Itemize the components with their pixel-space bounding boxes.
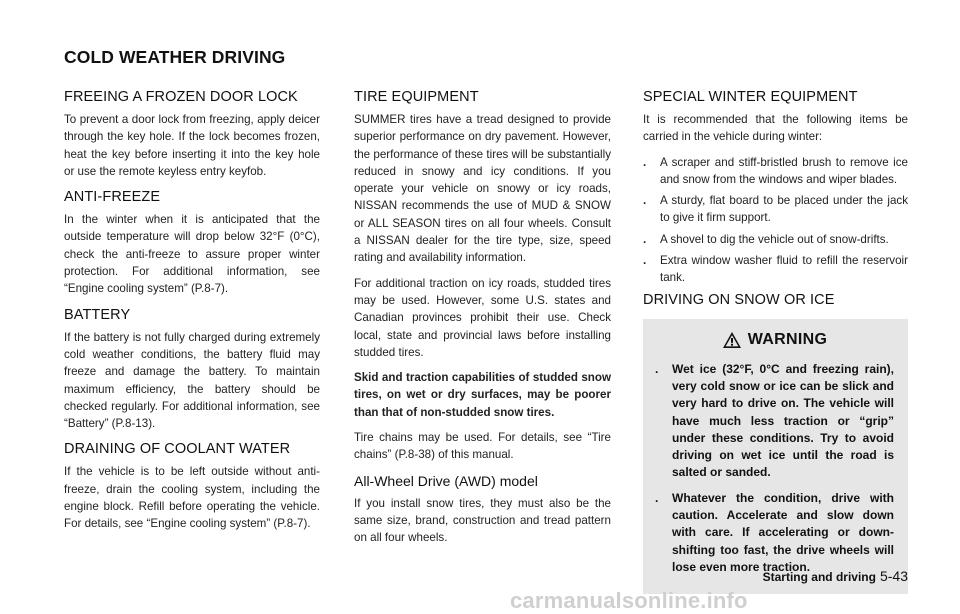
section-title-awd: All-Wheel Drive (AWD) model bbox=[354, 472, 538, 489]
warning-triangle-icon bbox=[722, 331, 742, 349]
paragraph-summer-tires: SUMMER tires have a tread designed to provide superior performance on dry pavement. However, the performance of these tires will be substantially reduced in snowy and icy conditions. If you operate your vehicle on snowy or icy roads, NISSAN recommends the use of MUD & SNOW or ALL SEASON tires on all four wheels. Consult a NISSAN dealer for the tire type, size, speed rating and availability information. bbox=[354, 113, 611, 265]
paragraph-winter-equipment: It is recommended that the following items be carried in the vehicle during winter: bbox=[643, 113, 908, 144]
paragraph-studded-warning: Skid and traction capabilities of studded snow tires, on wet or dry surfaces, may be poorer than that of non-studded snow tires. bbox=[354, 371, 611, 419]
bullet-mark: . bbox=[655, 490, 659, 505]
list-item bbox=[643, 154, 908, 189]
column-middle bbox=[354, 88, 611, 555]
warning-title: WARNING bbox=[747, 330, 828, 348]
page-number: 5-43 bbox=[879, 568, 908, 584]
bullet-mark: . bbox=[643, 232, 647, 246]
paragraph-anti-freeze: In the winter when it is anticipated that the outside temperature will drop below 32°F (0°C), check the anti-freeze to assure proper winter protection. For additional information, see “Engine cooling system” (P.8-7). bbox=[64, 213, 320, 296]
page-title: COLD WEATHER DRIVING bbox=[64, 47, 286, 67]
bullet-mark: . bbox=[643, 155, 647, 169]
warning-header bbox=[655, 331, 894, 349]
list-item-text: A sturdy, flat board to be placed under the jack to give it firm support. bbox=[660, 194, 908, 225]
paragraph-door-lock: To prevent a door lock from freezing, apply deicer through the key hole. If the lock becomes frozen, heat the key before inserting it into the key hole or use the remote keyless entry keyfob. bbox=[64, 113, 320, 178]
list-item-text: Extra window washer fluid to refill the reservoir tank. bbox=[660, 254, 908, 285]
paragraph-coolant: If the vehicle is to be left outside without anti-freeze, drain the cooling system, including the engine block. Refill before operating the vehicle. For details, see “Engine cooling system” (P.8-7). bbox=[64, 465, 320, 531]
column-right bbox=[643, 88, 908, 594]
warning-item-text: Whatever the condition, drive with caution. Accelerate and slow down with care. If accelerating or down-shifting too fast, the drive wheels will lose even more traction. bbox=[672, 490, 894, 574]
paragraph-awd: If you install snow tires, they must also be the same size, brand, construction and tread pattern on all four wheels. bbox=[354, 496, 611, 545]
section-title-door-lock: FREEING A FROZEN DOOR LOCK bbox=[64, 89, 298, 105]
section-title-winter-equipment: SPECIAL WINTER EQUIPMENT bbox=[643, 89, 858, 105]
footer-section-name: Starting and driving bbox=[762, 570, 876, 584]
section-title-tire-equipment: TIRE EQUIPMENT bbox=[354, 89, 479, 105]
paragraph-battery: If the battery is not fully charged during extremely cold weather conditions, the battery fluid may freeze and damage the battery. To maintain maximum efficiency, the battery should be checked regularly. For additional information, see “Battery” (P.8-13). bbox=[64, 330, 320, 431]
section-title-snow-ice: DRIVING ON SNOW OR ICE bbox=[643, 291, 835, 308]
paragraph-tire-chains: Tire chains may be used. For details, see “Tire chains” (P.8-38) of this manual. bbox=[354, 431, 611, 462]
section-title-coolant: DRAINING OF COOLANT WATER bbox=[64, 441, 291, 458]
warning-item-text: Wet ice (32°F, 0°C and freezing rain), very cold snow or ice can be slick and very hard to drive on. The vehicle will have much less traction or “grip” under these conditions. Try to avoid driving on wet ice until the road is salted or sanded. bbox=[672, 361, 894, 480]
list-item bbox=[643, 192, 908, 227]
warning-box bbox=[643, 319, 908, 595]
section-title-battery: BATTERY bbox=[64, 306, 131, 323]
warning-item bbox=[655, 490, 894, 576]
warning-item bbox=[655, 361, 894, 482]
bullet-mark: . bbox=[655, 361, 659, 376]
watermark: carmanualsonline.info bbox=[510, 588, 748, 613]
section-title-anti-freeze: ANTI-FREEZE bbox=[64, 189, 161, 206]
bullet-mark: . bbox=[643, 254, 647, 268]
paragraph-studded-tires: For additional traction on icy roads, studded tires may be used. However, some U.S. states and Canadian provinces prohibit their use. Check local, state and provincial laws before installing studded tires. bbox=[354, 276, 611, 359]
list-item-text: A shovel to dig the vehicle out of snow-drifts. bbox=[660, 232, 889, 246]
list-item bbox=[643, 252, 908, 287]
page-footer bbox=[763, 568, 908, 584]
list-item bbox=[643, 231, 908, 248]
list-item-text: A scraper and stiff-bristled brush to remove ice and snow from the windows and wiper blades. bbox=[660, 155, 908, 186]
bullet-mark: . bbox=[643, 194, 647, 208]
column-left bbox=[64, 88, 320, 541]
